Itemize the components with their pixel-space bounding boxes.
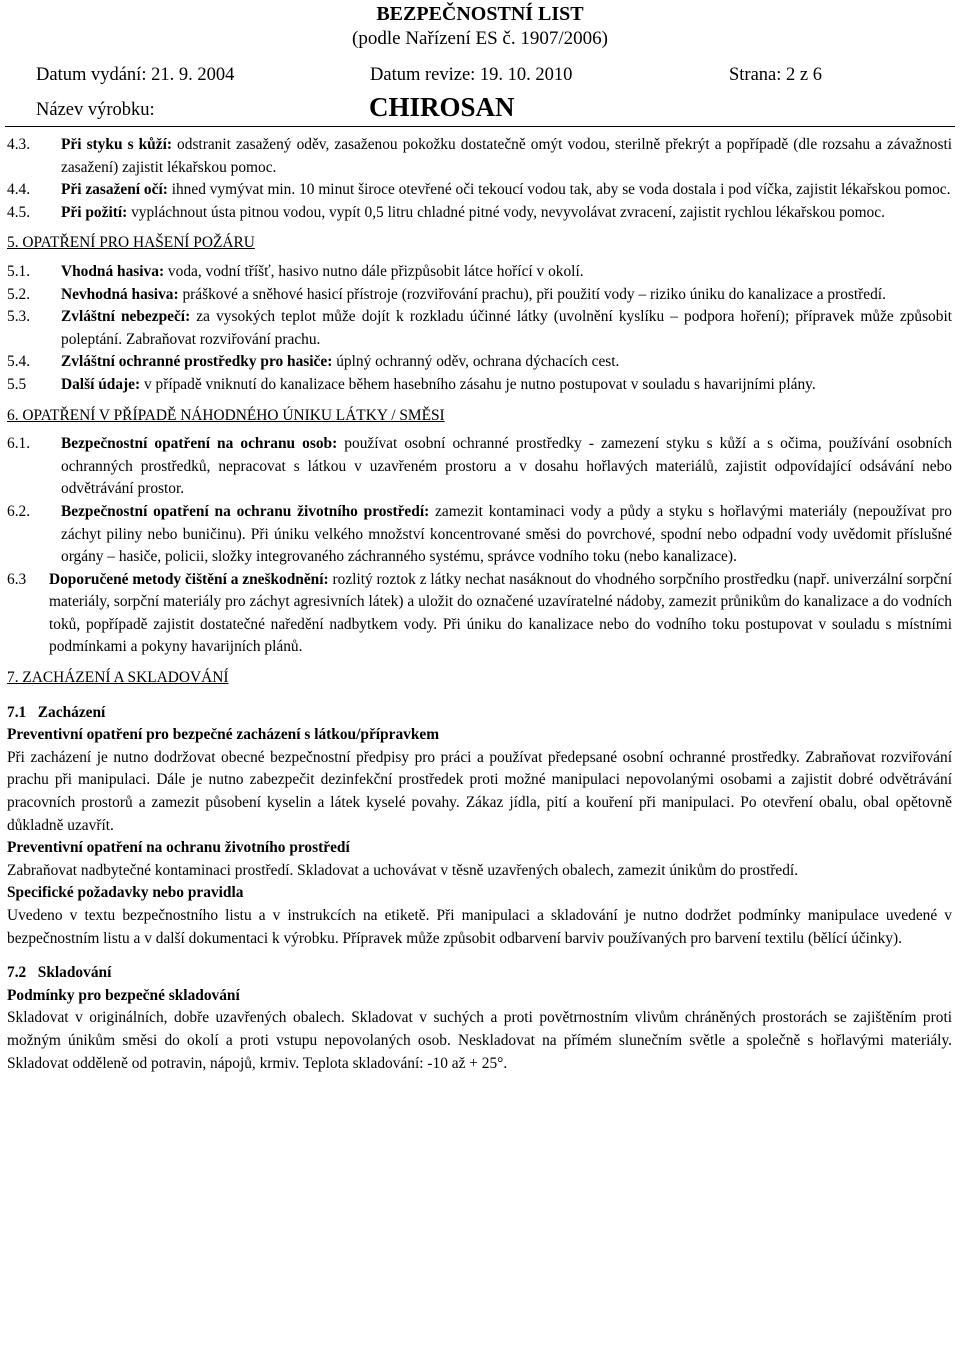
product-name: CHIROSAN xyxy=(369,92,515,122)
list-item xyxy=(7,569,952,659)
list-item xyxy=(7,501,952,569)
paragraph-heading: Preventivní opatření pro bezpečné zacházení s látkou/přípravkem xyxy=(7,726,440,744)
item-number: 5.4. xyxy=(7,353,31,371)
item-text: práškové a sněhové hasicí přístroje (rozviřování prachu), při použití vody – riziko úniku do kanalizace a prostředí. xyxy=(178,285,886,303)
list-item xyxy=(7,433,952,501)
list-item xyxy=(7,374,952,397)
document-subtitle: (podle Nařízení ES č. 1907/2006) xyxy=(352,28,608,49)
section-heading xyxy=(7,405,952,428)
item-number: 5.1. xyxy=(7,262,31,280)
item-text: v případě vniknutí do kanalizace během hasebního zásahu je nutno postupovat v souladu s havarijními plány. xyxy=(140,375,816,393)
item-number: 6.1. xyxy=(7,435,31,453)
item-text: rozlitý roztok z látky nechat nasáknout do vhodného sorpčního prostředku (např. univerzální sorpční materiály, sorpční materiály pro záchyt agresivních látek) a uložit do označené uzavíratelné nádoby, zamezit průnikům do kanalizace a do vodních toků, popřípadě zajistit dostatečné naředění nadbytkem vody. Při úniku do kanalizace nebo do vodního toku postupovat v souladu s místními podmínkami a pokyny havarijních plánů. xyxy=(49,570,952,656)
paragraph-heading: Specifické požadavky nebo pravidla xyxy=(7,884,244,902)
list-item xyxy=(7,351,952,374)
paragraph: Zabraňovat nadbytečné kontaminaci prostředí. Skladovat a uchovávat v těsně uzavřených obalech, zamezit únikům do prostředí. xyxy=(7,861,799,879)
item-text: za vysokých teplot může dojít k rozkladu účinné látky (uvolnění kyslíku – podpora hoření); přípravek může způsobit poleptání. Zabraňovat rozviřování prachu. xyxy=(61,308,953,348)
section-heading-text: 6. OPATŘENÍ V PŘÍPADĚ NÁHODNÉHO ÚNIKU LÁTKY / SMĚSI xyxy=(7,406,445,424)
section-heading xyxy=(7,232,952,255)
list-item xyxy=(7,179,952,202)
list-item xyxy=(7,202,952,225)
document-title: BEZPEČNOSTNÍ LIST xyxy=(376,3,584,25)
item-text: úplný ochranný oděv, ochrana dýchacích cest. xyxy=(332,353,620,371)
item-text: používat osobní ochranné prostředky - zamezení styku s kůží a s očima, používání osobních ochranných prostředků, nepracovat s látkou v uzavřeném prostoru a v dosahu hořlavých materiálů, zajistit odpovídající odsávání nebo odvětrávání prostor. xyxy=(61,435,952,498)
item-text: odstranit zasažený oděv, zasaženou pokožku dostatečně omýt vodou, sterilně překrýt a popřípadě (dle rozsahu a závažnosti zasažení) zajistit lékařskou pomoc. xyxy=(61,136,953,176)
list-item xyxy=(7,134,952,179)
product-label: Název výrobku: xyxy=(36,100,155,120)
paragraph: Skladovat v originálních, dobře uzavřených obalech. Skladovat v suchých a proti povětrnostním vlivům chráněných prostorách se zajištěním proti možným únikům směsi do okolí a proti vstupu nepovolaných osob. Neskladovat na přímém slunečním světle a společně s hořlavými materiály. Skladovat odděleně od potravin, nápojů, krmiv. Teplota skladování: -10 až + 25°. xyxy=(7,1009,952,1072)
item-number: 5.2. xyxy=(7,285,31,303)
item-label: Při styku s kůží: xyxy=(61,136,172,153)
item-number: 5.5 xyxy=(7,375,27,393)
subsection-heading: 7.2 Skladování xyxy=(7,964,112,982)
paragraph-heading: Preventivní opatření na ochranu životního prostředí xyxy=(7,839,350,857)
page-number: Strana: 2 z 6 xyxy=(729,65,822,85)
list-item xyxy=(7,261,952,284)
item-label: Další údaje: xyxy=(61,375,141,393)
subsection-heading: 7.1 Zacházení xyxy=(7,703,106,721)
item-label: Doporučené metody čištění a zneškodnění: xyxy=(49,570,329,588)
item-text: vypláchnout ústa pitnou vodou, vypít 0,5 litru chladné pitné vody, nevyvolávat zvracení, zajistit rychlou lékařskou pomoc. xyxy=(127,203,885,221)
list-item xyxy=(7,306,952,351)
section-heading-text: 7. ZACHÁZENÍ A SKLADOVÁNÍ xyxy=(7,669,229,687)
item-number: 4.4. xyxy=(7,181,31,199)
item-number: 4.3. xyxy=(7,136,31,153)
item-number: 6.2. xyxy=(7,502,31,520)
document-body xyxy=(7,134,952,1075)
item-label: Bezpečnostní opatření na ochranu osob: xyxy=(61,435,338,453)
item-label: Bezpečnostní opatření na ochranu životního prostředí: xyxy=(61,502,430,520)
item-label: Vhodná hasiva: xyxy=(61,262,165,280)
section-heading-text: 5. OPATŘENÍ PRO HAŠENÍ POŽÁRU xyxy=(7,234,255,252)
item-number: 6.3 xyxy=(7,570,27,588)
item-label: Zvláštní nebezpečí: xyxy=(61,308,191,326)
item-label: Nevhodná hasiva: xyxy=(61,285,179,303)
item-text: ihned vymývat min. 10 minut široce otevřené oči tekoucí vodou tak, aby se voda dostala i pod víčka, zajistit lékařskou pomoc. xyxy=(167,181,951,199)
revision-date: Datum revize: 19. 10. 2010 xyxy=(370,65,573,85)
paragraph: Při zacházení je nutno dodržovat obecné bezpečnostní předpisy pro práci a používat předepsané osobní ochranné prostředky. Zabraňovat rozviřování prachu při manipulaci. Dále je nutno zabezpečit dezinfekční prostředek proti možné manipulaci nepovolanými osobami a zajistit dobré odvětrávání pracovních prostorů a zamezit působení kyselin a látek kyselé povahy. Zákaz jídla, pití a kouření při manipulaci. Po otevření obalu, obal opětovně důkladně uzavřít. xyxy=(7,748,952,834)
item-number: 4.5. xyxy=(7,203,31,221)
paragraph-heading: Podmínky pro bezpečné skladování xyxy=(7,986,240,1004)
paragraph: Uvedeno v textu bezpečnostního listu a v instrukcích na etiketě. Při manipulaci a skladování je nutno dodržet podmínky manipulace uvedené v bezpečnostním listu a v další dokumentaci k výrobku. Přípravek může způsobit odbarvení barviv používaných pro barvení textilu (bělící účinky). xyxy=(7,907,952,947)
item-label: Při požití: xyxy=(61,203,128,221)
item-label: Zvláštní ochranné prostředky pro hasiče: xyxy=(61,353,333,371)
item-label: Při zasažení očí: xyxy=(61,181,168,199)
item-text: zamezit kontaminaci vody a půdy a styku s hořlavými materiály (nepoužívat pro záchyt piliny nebo buničinu). Při úniku velkého množství koncentrované směsi do povrchové, spodní nebo odpadní vody uvědomit příslušné orgány – hasiče, policii, složky integrovaného záchranného systému, správce vodního toku (nebo kanalizace). xyxy=(61,502,952,566)
item-number: 5.3. xyxy=(7,308,31,326)
issue-date: Datum vydání: 21. 9. 2004 xyxy=(36,65,235,85)
header-divider xyxy=(5,126,955,127)
list-item xyxy=(7,284,952,307)
item-text: voda, vodní tříšť, hasivo nutno dále přizpůsobit látce hořící v okolí. xyxy=(164,262,584,280)
section-heading xyxy=(7,667,952,690)
